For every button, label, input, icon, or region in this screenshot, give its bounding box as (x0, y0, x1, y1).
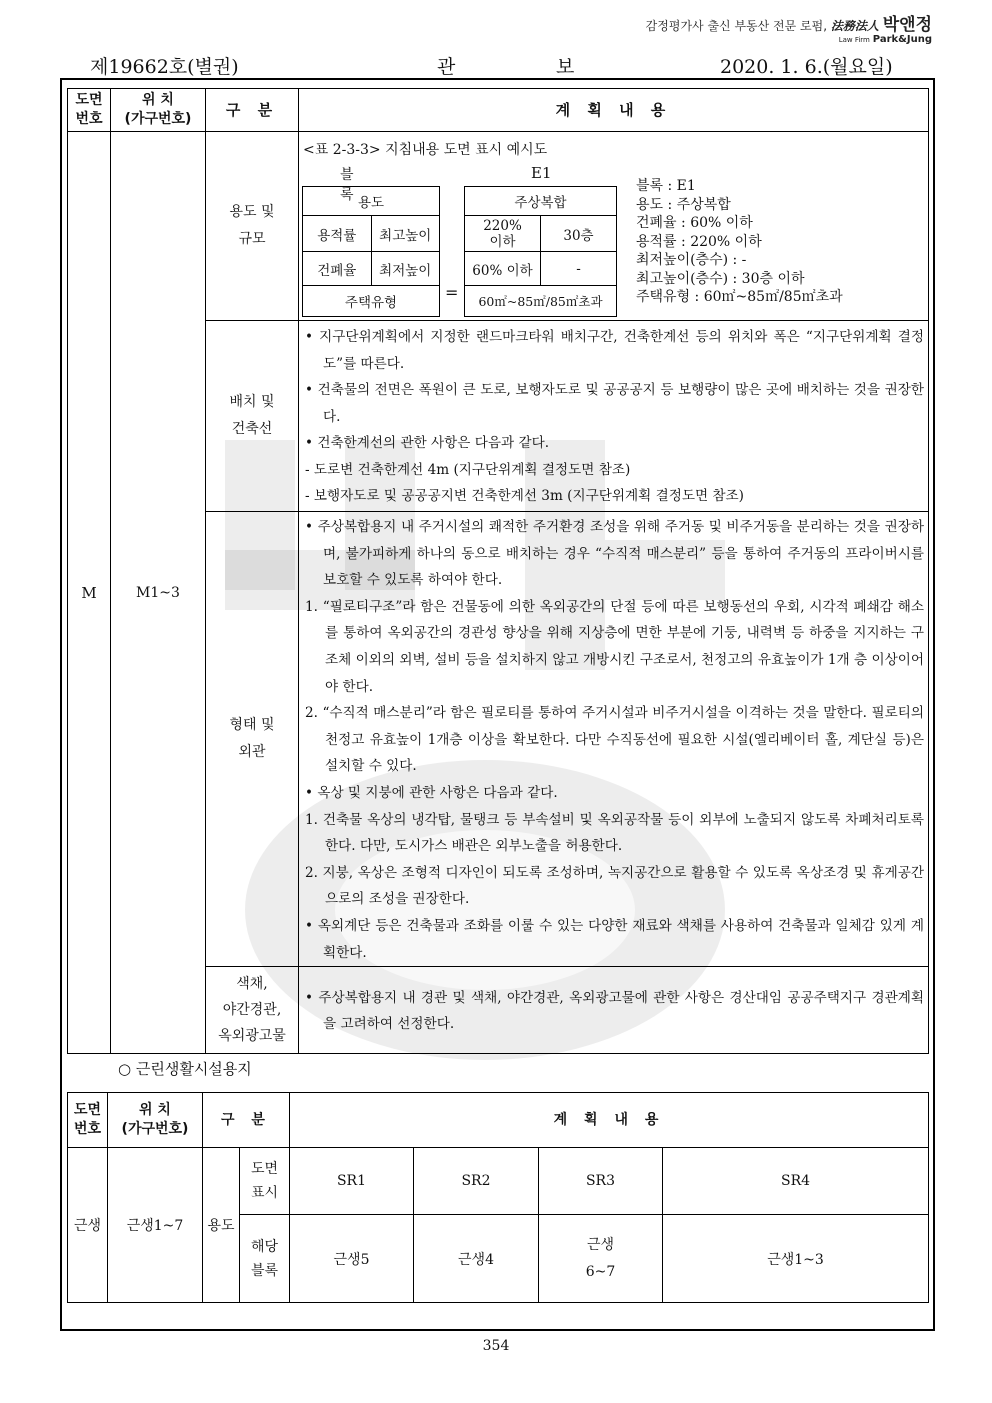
color-night-content (299, 967, 929, 1054)
value-far: 220% 이하 (465, 216, 541, 252)
list-item: 1. 건축물 옥상의 냉각탑, 물탱크 등 부속설비 및 옥외공작물 등이 외부에 노출되지 않도록 차폐처리토록 한다. 다만, 도시가스 배관은 외부노출을 허용한다. (305, 811, 924, 855)
value-maxh: 30층 (541, 216, 617, 252)
figure-note: 블록 : E1 (636, 178, 696, 194)
col-header-plan: 계 획 내 용 (290, 1093, 929, 1148)
figure-equals: = (445, 283, 459, 302)
table-header-row (68, 89, 929, 132)
figure-legend-table (302, 186, 440, 317)
sub-drawing-mark-text: 도면 표시 (250, 1161, 279, 1201)
figure-note: 주택유형 : 60㎡~85㎡/85㎡초과 (636, 289, 843, 305)
figure-value-table (464, 186, 617, 317)
placement-content (299, 321, 929, 512)
brand-en-name: Park&Jung (872, 34, 932, 45)
drawing-no-cell: 근생 (68, 1148, 108, 1303)
division-use-scale (206, 132, 299, 321)
figure-caption: <표 2-3-3> 지침내용 도면 표시 예시도 (303, 142, 548, 158)
value-use: 주상복합 (465, 187, 617, 216)
drawing-no-cell: M (68, 132, 111, 1054)
figure-note: 건폐율 : 60% 이하 (636, 215, 753, 231)
sub-drawing-mark (240, 1148, 290, 1215)
legend-maxh: 최고높이 (371, 216, 440, 252)
list-item: • 주상복합용지 내 경관 및 색채, 야간경관, 옥외광고물에 관한 사항은 경산대임 공공주택지구 경관계획을 고려하여 선정한다. (305, 989, 924, 1033)
figure-block-label: 블록 (340, 167, 354, 203)
mark-cell: SR4 (663, 1148, 929, 1215)
brand-tagline: 감정평가사 출신 부동산 전문 로펌, (645, 19, 828, 33)
list-item: 2. 지붕, 옥상은 조형적 디자인이 되도록 조성하며, 녹지공간으로 활용할 수 있도록 옥상조경 및 휴게공간으로의 조성을 권장한다. (305, 864, 924, 908)
col-header-location (108, 1093, 203, 1148)
sub-applicable-block-text: 해당 블록 (250, 1238, 279, 1279)
col-header-drawing-no-text: 도면 번호 (73, 1102, 102, 1137)
form-content (299, 512, 929, 967)
figure-note: 최저높이(층수) : - (636, 252, 747, 268)
brand-firm-name: 박앤정 (882, 15, 932, 35)
list-item: • 옥상 및 지붕에 관한 사항은 다음과 같다. (305, 784, 558, 801)
mark-cell: SR1 (290, 1148, 414, 1215)
col-header-location-text: 위 치 (가구번호) (124, 92, 192, 127)
col-header-division: 구 분 (206, 89, 299, 132)
list-item: - 보행자도로 및 공공공지변 건축한계선 3m (지구단위계획 결정도면 참조) (305, 488, 744, 505)
figure-note: 용도 : 주상복합 (636, 196, 731, 213)
figure-note: 최고높이(층수) : 30층 이하 (636, 270, 805, 287)
legend-far: 용적률 (303, 216, 372, 252)
sub-applicable-block (240, 1215, 290, 1303)
value-housing-type: 60㎡~85㎡/85㎡초과 (465, 286, 617, 317)
division-placement (206, 321, 299, 512)
table-row (68, 1148, 929, 1215)
division-use-scale-text: 용도 및 규모 (229, 204, 275, 247)
brand-line (646, 10, 932, 35)
legend-use: 용도 (303, 187, 440, 216)
division-placement-text: 배치 및 건축선 (229, 394, 275, 437)
issue-date: 2020. 1. 6.(월요일) (720, 56, 893, 78)
division-use: 용도 (203, 1148, 240, 1303)
block-cell-text: 근생 6~7 (585, 1236, 616, 1280)
col-header-drawing-no-text: 도면 번호 (75, 92, 103, 127)
list-item: • 건축한계선의 관한 사항은 다음과 같다. (305, 435, 550, 452)
location-cell: 근생1~7 (108, 1148, 203, 1303)
list-item: - 도로변 건축한계선 4m (지구단위계획 결정도면 참조) (305, 461, 631, 478)
value-minh: - (541, 252, 617, 286)
block-cell: 근생4 (414, 1215, 539, 1303)
page-number: 354 (482, 1338, 510, 1354)
gazette-title-a: 관 (437, 56, 456, 78)
division-form (206, 512, 299, 967)
section-title-neighborhood: ○ 근린생활시설용지 (118, 1060, 252, 1078)
division-color-night (206, 967, 299, 1054)
col-header-location (111, 89, 206, 132)
legend-bcr: 건폐율 (303, 252, 372, 286)
brand-en-small: Law Firm (838, 36, 870, 44)
col-header-plan: 계 획 내 용 (299, 89, 929, 132)
table-header-row (68, 1093, 929, 1148)
list-item: 1. “필로티구조”라 함은 건물동에 의한 옥외공간의 단절 등에 따른 보행동선의 우회, 시각적 폐쇄감 해소를 통하여 옥외공간의 경관성 향상을 위해 지상층에 면한 부분에 기둥, 내력벽 등 하중을 지지하는 구조체 이외의 외벽, 설비 등을 설치하지 않고 개방시킨 구조로서, 천정고의 유효높이가 1개 층 이상이어야 한다. (305, 598, 924, 695)
figure-note: 용적률 : 220% 이하 (636, 233, 762, 250)
gazette-title-b: 보 (556, 56, 575, 78)
list-item: • 건축물의 전면은 폭원이 큰 도로, 보행자도로 및 공공공지 등 보행량이 많은 곳에 배치하는 것을 권장한다. (305, 382, 924, 425)
list-item: • 지구단위계획에서 지정한 랜드마크타워 배치구간, 건축한계선 등의 위치와 폭은 “지구단위계획 결정도”를 따른다. (305, 328, 924, 372)
list-item: • 주상복합용지 내 주거시설의 쾌적한 주거환경 조성을 위해 주거동 및 비주거동을 분리하는 것을 권장하며, 불가피하게 하나의 동으로 배치하는 경우 “수직적 매스분리” 등을 통하여 주거동의 프라이버시를 보호할 수 있도록 하여야 한다. (305, 519, 924, 589)
list-item: 2. “수직적 매스분리”라 함은 필로티를 통하여 주거시설과 비주거시설을 이격하는 것을 말한다. 필로티의 천정고 유효높이 1개층 이상을 확보한다. 다만 수직동선에 필요한 시설(엘리베이터 홀, 계단실 등)은 설치할 수 있다. (305, 705, 924, 775)
brand-english (839, 34, 932, 45)
legend-housing-type: 주택유형 (303, 286, 440, 317)
legend-minh: 최저높이 (371, 252, 440, 286)
list-item: • 옥외계단 등은 건축물과 조화를 이룰 수 있는 다양한 재료와 색채를 사용하여 건축물과 일체감 있게 계획한다. (305, 917, 924, 961)
col-header-location-text: 위 치 (가구번호) (121, 1102, 189, 1137)
figure-block-value: E1 (531, 164, 552, 182)
block-cell (539, 1215, 663, 1303)
figure-notes (636, 177, 843, 307)
block-cell: 근생1~3 (663, 1215, 929, 1303)
mark-cell: SR2 (414, 1148, 539, 1215)
location-cell: M1~3 (111, 132, 206, 1054)
division-color-night-text: 색채, 야간경관, 옥외광고물 (218, 976, 286, 1045)
block-cell: 근생5 (290, 1215, 414, 1303)
brand-firm-hanja: 法務法人 (830, 19, 879, 33)
col-header-drawing-no (68, 1093, 108, 1148)
division-form-text: 형태 및 외관 (229, 717, 275, 761)
value-bcr: 60% 이하 (465, 252, 541, 286)
plan-table-neighborhood (67, 1092, 929, 1303)
issue-number: 제19662호(별권) (90, 56, 239, 78)
col-header-division: 구 분 (203, 1093, 290, 1148)
col-header-drawing-no (68, 89, 111, 132)
mark-cell: SR3 (539, 1148, 663, 1215)
